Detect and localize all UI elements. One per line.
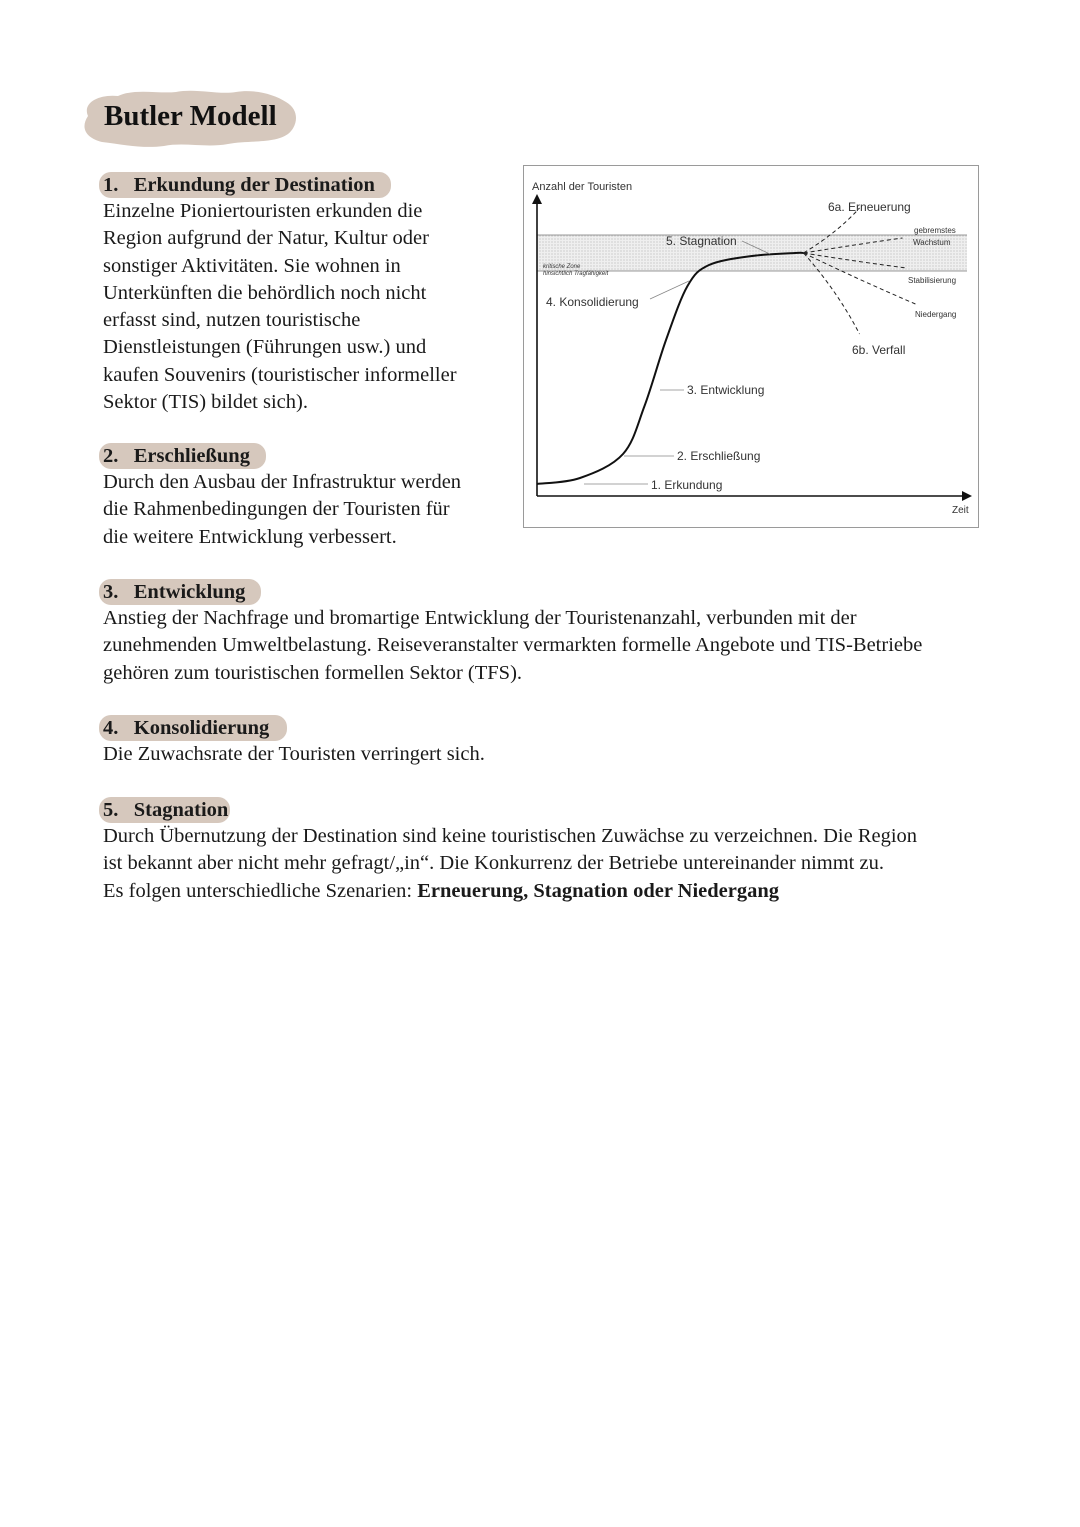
y-axis-label: Anzahl der Touristen bbox=[532, 181, 633, 193]
title-badge bbox=[78, 86, 300, 150]
x-axis-arrow bbox=[962, 491, 972, 501]
section-erschliessung bbox=[103, 443, 503, 551]
section-line: erfasst sind, nutzen touristische bbox=[103, 309, 361, 332]
section-line: die Rahmenbedingungen der Touristen für bbox=[103, 498, 450, 521]
section-line: Durch Übernutzung der Destination sind keine touristischen Zuwächse zu verzeichnen. Die Region bbox=[103, 825, 918, 847]
section-heading: 4. Konsolidierung bbox=[99, 715, 287, 741]
critical-zone-label-2: hinsichtlich Tragfähigkeit bbox=[543, 271, 609, 277]
section-heading: 3. Entwicklung bbox=[99, 579, 261, 605]
section-heading: 2. Erschließung bbox=[99, 443, 266, 469]
section-line: Einzelne Pioniertouristen erkunden die bbox=[103, 200, 423, 222]
section-entwicklung bbox=[103, 579, 1003, 687]
scenarios-list: Erneuerung, Stagnation oder Niedergang bbox=[417, 879, 780, 902]
section-heading: 1. Erkundung der Destination bbox=[99, 172, 391, 198]
scenario-label-wachstum: Wachstum bbox=[913, 238, 951, 247]
stage-label-erschliessung: 2. Erschließung bbox=[677, 449, 761, 463]
stage-label-entwicklung: 3. Entwicklung bbox=[687, 383, 765, 397]
butler-curve bbox=[537, 253, 804, 484]
chart-canvas bbox=[524, 166, 980, 529]
section-erkundung bbox=[103, 172, 503, 416]
stage-label-verfall: 6b. Verfall bbox=[852, 343, 906, 357]
section-line: gehören zum touristischen formellen Sektor (TFS). bbox=[103, 661, 523, 684]
scenario-label-stabilisierung: Stabilisierung bbox=[908, 276, 957, 285]
stage-label-erkundung: 1. Erkundung bbox=[651, 478, 723, 492]
critical-zone-label-1: kritische Zone bbox=[543, 264, 581, 270]
stage-label-erneuerung: 6a. Erneuerung bbox=[828, 200, 911, 214]
x-axis-label: Zeit bbox=[952, 505, 969, 516]
scenarios-intro: Es folgen unterschiedliche Szenarien: bbox=[103, 879, 418, 902]
critical-zone-band bbox=[537, 235, 967, 271]
section-line: kaufen Souvenirs (touristischer informeller bbox=[103, 363, 457, 386]
section-stagnation bbox=[103, 797, 1003, 905]
scenario-label-gebremstes: gebremstes bbox=[914, 226, 956, 235]
scenario-label-niedergang: Niedergang bbox=[915, 310, 957, 319]
page-title: Butler Modell bbox=[104, 100, 277, 132]
section-heading: 5. Stagnation bbox=[99, 797, 230, 823]
section-line: sonstiger Aktivitäten. Sie wohnen in bbox=[103, 254, 401, 277]
section-line: Anstieg der Nachfrage und bromartige Entwicklung der Touristenanzahl, verbunden mit der bbox=[103, 607, 857, 629]
section-line-scenarios bbox=[103, 878, 1003, 905]
section-line: Unterkünften die behördlich noch nicht bbox=[103, 281, 427, 304]
section-line: zunehmenden Umweltbelastung. Reiseveranstalter vermarkten formelle Angebote und TIS-Betriebe bbox=[103, 634, 923, 657]
section-line: Sektor (TIS) bildet sich). bbox=[103, 391, 308, 414]
section-konsolidierung bbox=[103, 715, 1003, 768]
section-line: Dienstleistungen (Führungen usw.) und bbox=[103, 336, 427, 359]
section-line: Region aufgrund der Natur, Kultur oder bbox=[103, 227, 429, 250]
section-line: ist bekannt aber nicht mehr gefragt/„in“. Die Konkurrenz der Betriebe untereinander nimmt zu. bbox=[103, 852, 884, 875]
section-line: Die Zuwachsrate der Touristen verringert sich. bbox=[103, 743, 485, 765]
section-line: die weitere Entwicklung verbessert. bbox=[103, 525, 397, 548]
stage-label-konsolidierung: 4. Konsolidierung bbox=[546, 295, 639, 309]
butler-chart bbox=[523, 165, 979, 528]
section-line: Durch den Ausbau der Infrastruktur werden bbox=[103, 471, 462, 493]
y-axis-arrow bbox=[532, 194, 542, 204]
stage-label-stagnation: 5. Stagnation bbox=[666, 234, 737, 248]
